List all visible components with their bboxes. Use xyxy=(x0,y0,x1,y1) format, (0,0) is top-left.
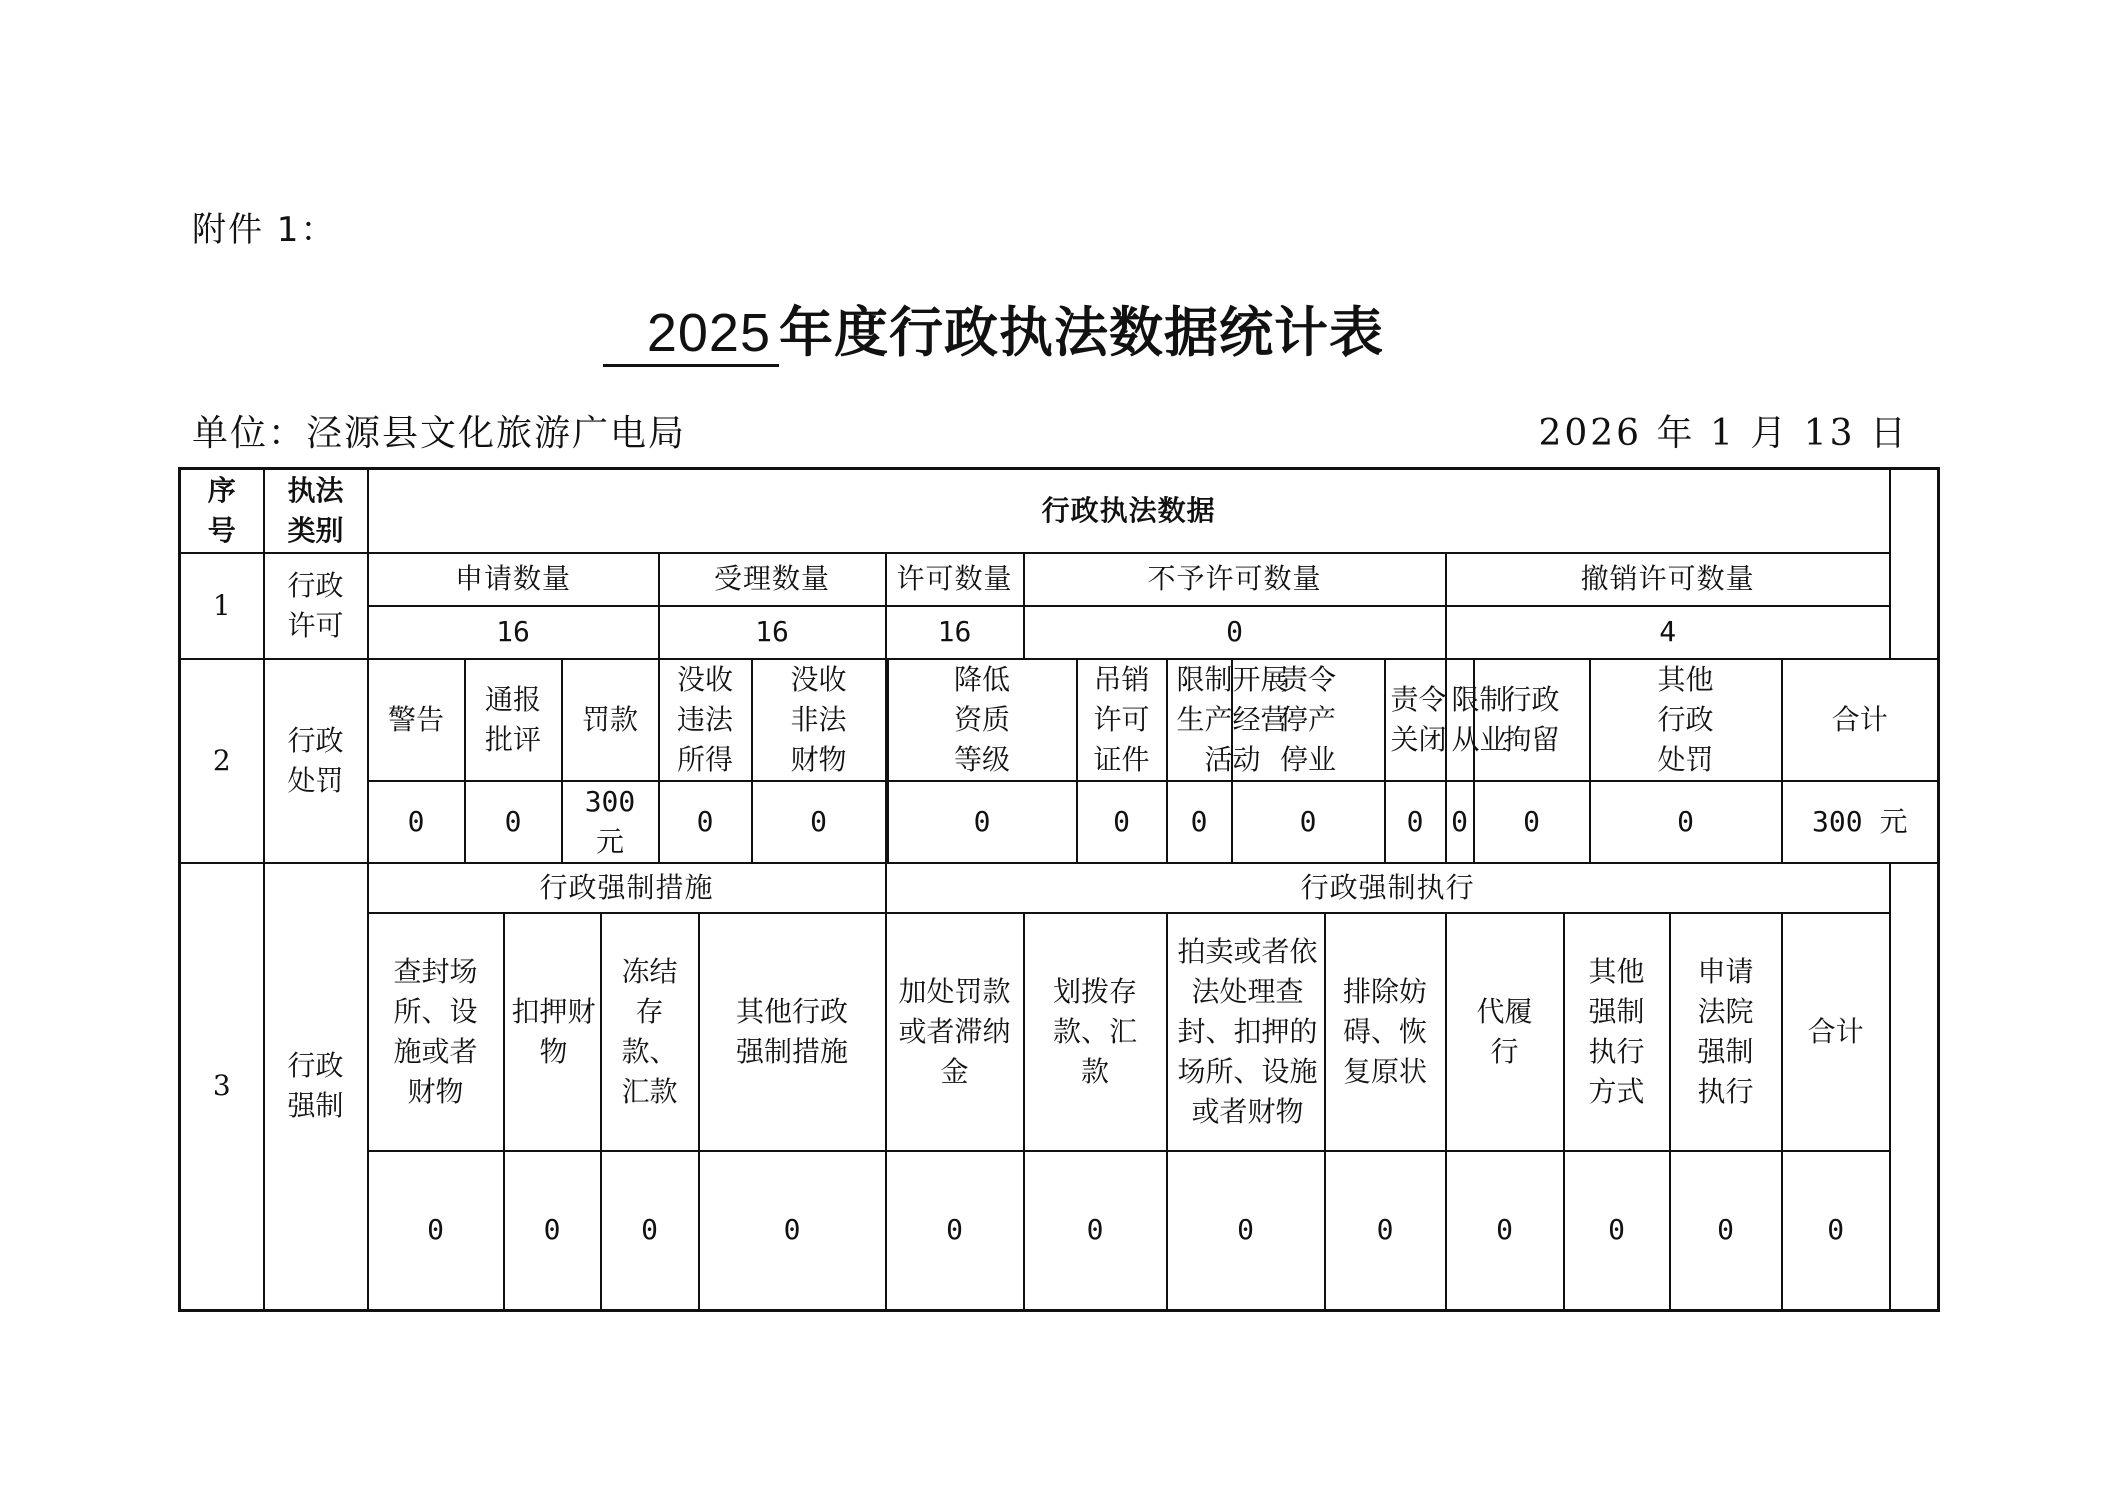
penalty-col-fine: 罚款 xyxy=(562,659,659,781)
penalty-val-total: 300 元 xyxy=(1782,781,1939,863)
enforcement-val-remove-obstruction: 0 xyxy=(1325,1151,1446,1311)
header-category: 执法类别 xyxy=(264,469,368,553)
penalty-col-total: 合计 xyxy=(1782,659,1939,781)
title-year: 2025 xyxy=(603,302,779,367)
enforcement-val-auction: 0 xyxy=(1167,1151,1325,1311)
enforcement-col-other-execution: 其他强制执行方式 xyxy=(1564,913,1670,1151)
penalty-val-order-close: 0 xyxy=(1385,781,1446,863)
penalty-val-other: 0 xyxy=(1590,781,1782,863)
permit-val-apply: 16 xyxy=(368,606,659,659)
attachment-label: 附件 1： xyxy=(192,210,337,250)
statistics-table xyxy=(178,467,1940,1312)
penalty-val-order-suspend: 0 xyxy=(1232,781,1385,863)
enforcement-measures-title: 行政强制措施 xyxy=(368,863,886,913)
enforcement-col-seize: 扣押财物 xyxy=(504,913,601,1151)
enforcement-col-court: 申请法院强制执行 xyxy=(1670,913,1782,1151)
enforcement-col-other-measures: 其他行政强制措施 xyxy=(699,913,886,1151)
permit-col-apply: 申请数量 xyxy=(368,553,659,606)
penalty-col-other: 其他行政处罚 xyxy=(1590,659,1782,781)
penalty-col-restrict-operation: 限制开展生产经营活动 xyxy=(1167,659,1232,781)
permit-val-revoke: 4 xyxy=(1446,606,1890,659)
enforcement-col-transfer: 划拨存款、汇款 xyxy=(1024,913,1167,1151)
report-date: 2026 年 1 月 13 日 xyxy=(1538,413,1909,454)
enforcement-col-remove-obstruction: 排除妨碍、恢复原状 xyxy=(1325,913,1446,1151)
permit-val-deny: 0 xyxy=(1024,606,1446,659)
permit-col-deny: 不予许可数量 xyxy=(1024,553,1446,606)
penalty-no: 2 xyxy=(180,659,264,863)
permit-col-revoke: 撤销许可数量 xyxy=(1446,553,1890,606)
permit-no: 1 xyxy=(180,553,264,659)
permit-val-grant: 16 xyxy=(886,606,1024,659)
penalty-col-lower-qualification: 降低资质等级 xyxy=(888,659,1077,781)
penalty-val-restrict-practice: 0 xyxy=(1446,781,1474,863)
penalty-val-detention: 0 xyxy=(1474,781,1590,863)
penalty-val-revoke-license: 0 xyxy=(1077,781,1167,863)
enforcement-val-seal: 0 xyxy=(368,1151,504,1311)
enforcement-col-substitute: 代履行 xyxy=(1446,913,1564,1151)
penalty-val-notice: 0 xyxy=(465,781,562,863)
enforcement-category: 行政强制 xyxy=(264,863,368,1311)
enforcement-val-freeze: 0 xyxy=(601,1151,699,1311)
permit-col-accept: 受理数量 xyxy=(659,553,886,606)
enforcement-val-late-fee: 0 xyxy=(886,1151,1024,1311)
permit-val-accept: 16 xyxy=(659,606,886,659)
unit-label: 单位：泾源县文化旅游广电局 xyxy=(192,413,687,454)
enforcement-val-transfer: 0 xyxy=(1024,1151,1167,1311)
enforcement-col-late-fee: 加处罚款或者滞纳金 xyxy=(886,913,1024,1151)
penalty-col-order-suspend: 责令停产停业 xyxy=(1232,659,1385,781)
enforcement-val-court: 0 xyxy=(1670,1151,1782,1311)
penalty-val-lower-qualification: 0 xyxy=(888,781,1077,863)
title-text: 年度行政执法数据统计表 xyxy=(779,300,1384,364)
enforcement-col-seal: 查封场所、设施或者财物 xyxy=(368,913,504,1151)
penalty-val-confiscate-income: 0 xyxy=(659,781,752,863)
enforcement-val-other-measures: 0 xyxy=(699,1151,886,1311)
penalty-col-warning: 警告 xyxy=(368,659,465,781)
penalty-val-warning: 0 xyxy=(368,781,465,863)
permit-col-grant: 许可数量 xyxy=(886,553,1024,606)
header-seq: 序号 xyxy=(180,469,264,553)
penalty-col-notice: 通报批评 xyxy=(465,659,562,781)
page-title xyxy=(0,290,2105,367)
penalty-col-order-close: 责令关闭 xyxy=(1385,659,1446,781)
enforcement-val-total: 0 xyxy=(1782,1151,1890,1311)
enforcement-no: 3 xyxy=(180,863,264,1311)
penalty-val-fine: 300元 xyxy=(562,781,659,863)
enforcement-val-substitute: 0 xyxy=(1446,1151,1564,1311)
penalty-col-detention: 行政拘留 xyxy=(1474,659,1590,781)
enforcement-col-freeze: 冻结存款、汇款 xyxy=(601,913,699,1151)
penalty-category: 行政处罚 xyxy=(264,659,368,863)
penalty-val-confiscate-property: 0 xyxy=(752,781,886,863)
enforcement-col-total: 合计 xyxy=(1782,913,1890,1151)
enforcement-execution-title: 行政强制执行 xyxy=(886,863,1890,913)
penalty-col-confiscate-income: 没收违法所得 xyxy=(659,659,752,781)
header-data: 行政执法数据 xyxy=(368,469,1890,553)
penalty-val-restrict-operation: 0 xyxy=(1167,781,1232,863)
penalty-col-confiscate-property: 没收非法财物 xyxy=(752,659,886,781)
enforcement-val-seize: 0 xyxy=(504,1151,601,1311)
enforcement-col-auction: 拍卖或者依法处理查封、扣押的场所、设施或者财物 xyxy=(1167,913,1325,1151)
permit-category: 行政许可 xyxy=(264,553,368,659)
penalty-col-revoke-license: 吊销许可证件 xyxy=(1077,659,1167,781)
enforcement-val-other-execution: 0 xyxy=(1564,1151,1670,1311)
penalty-col-restrict-practice: 限制从业 xyxy=(1446,659,1474,781)
